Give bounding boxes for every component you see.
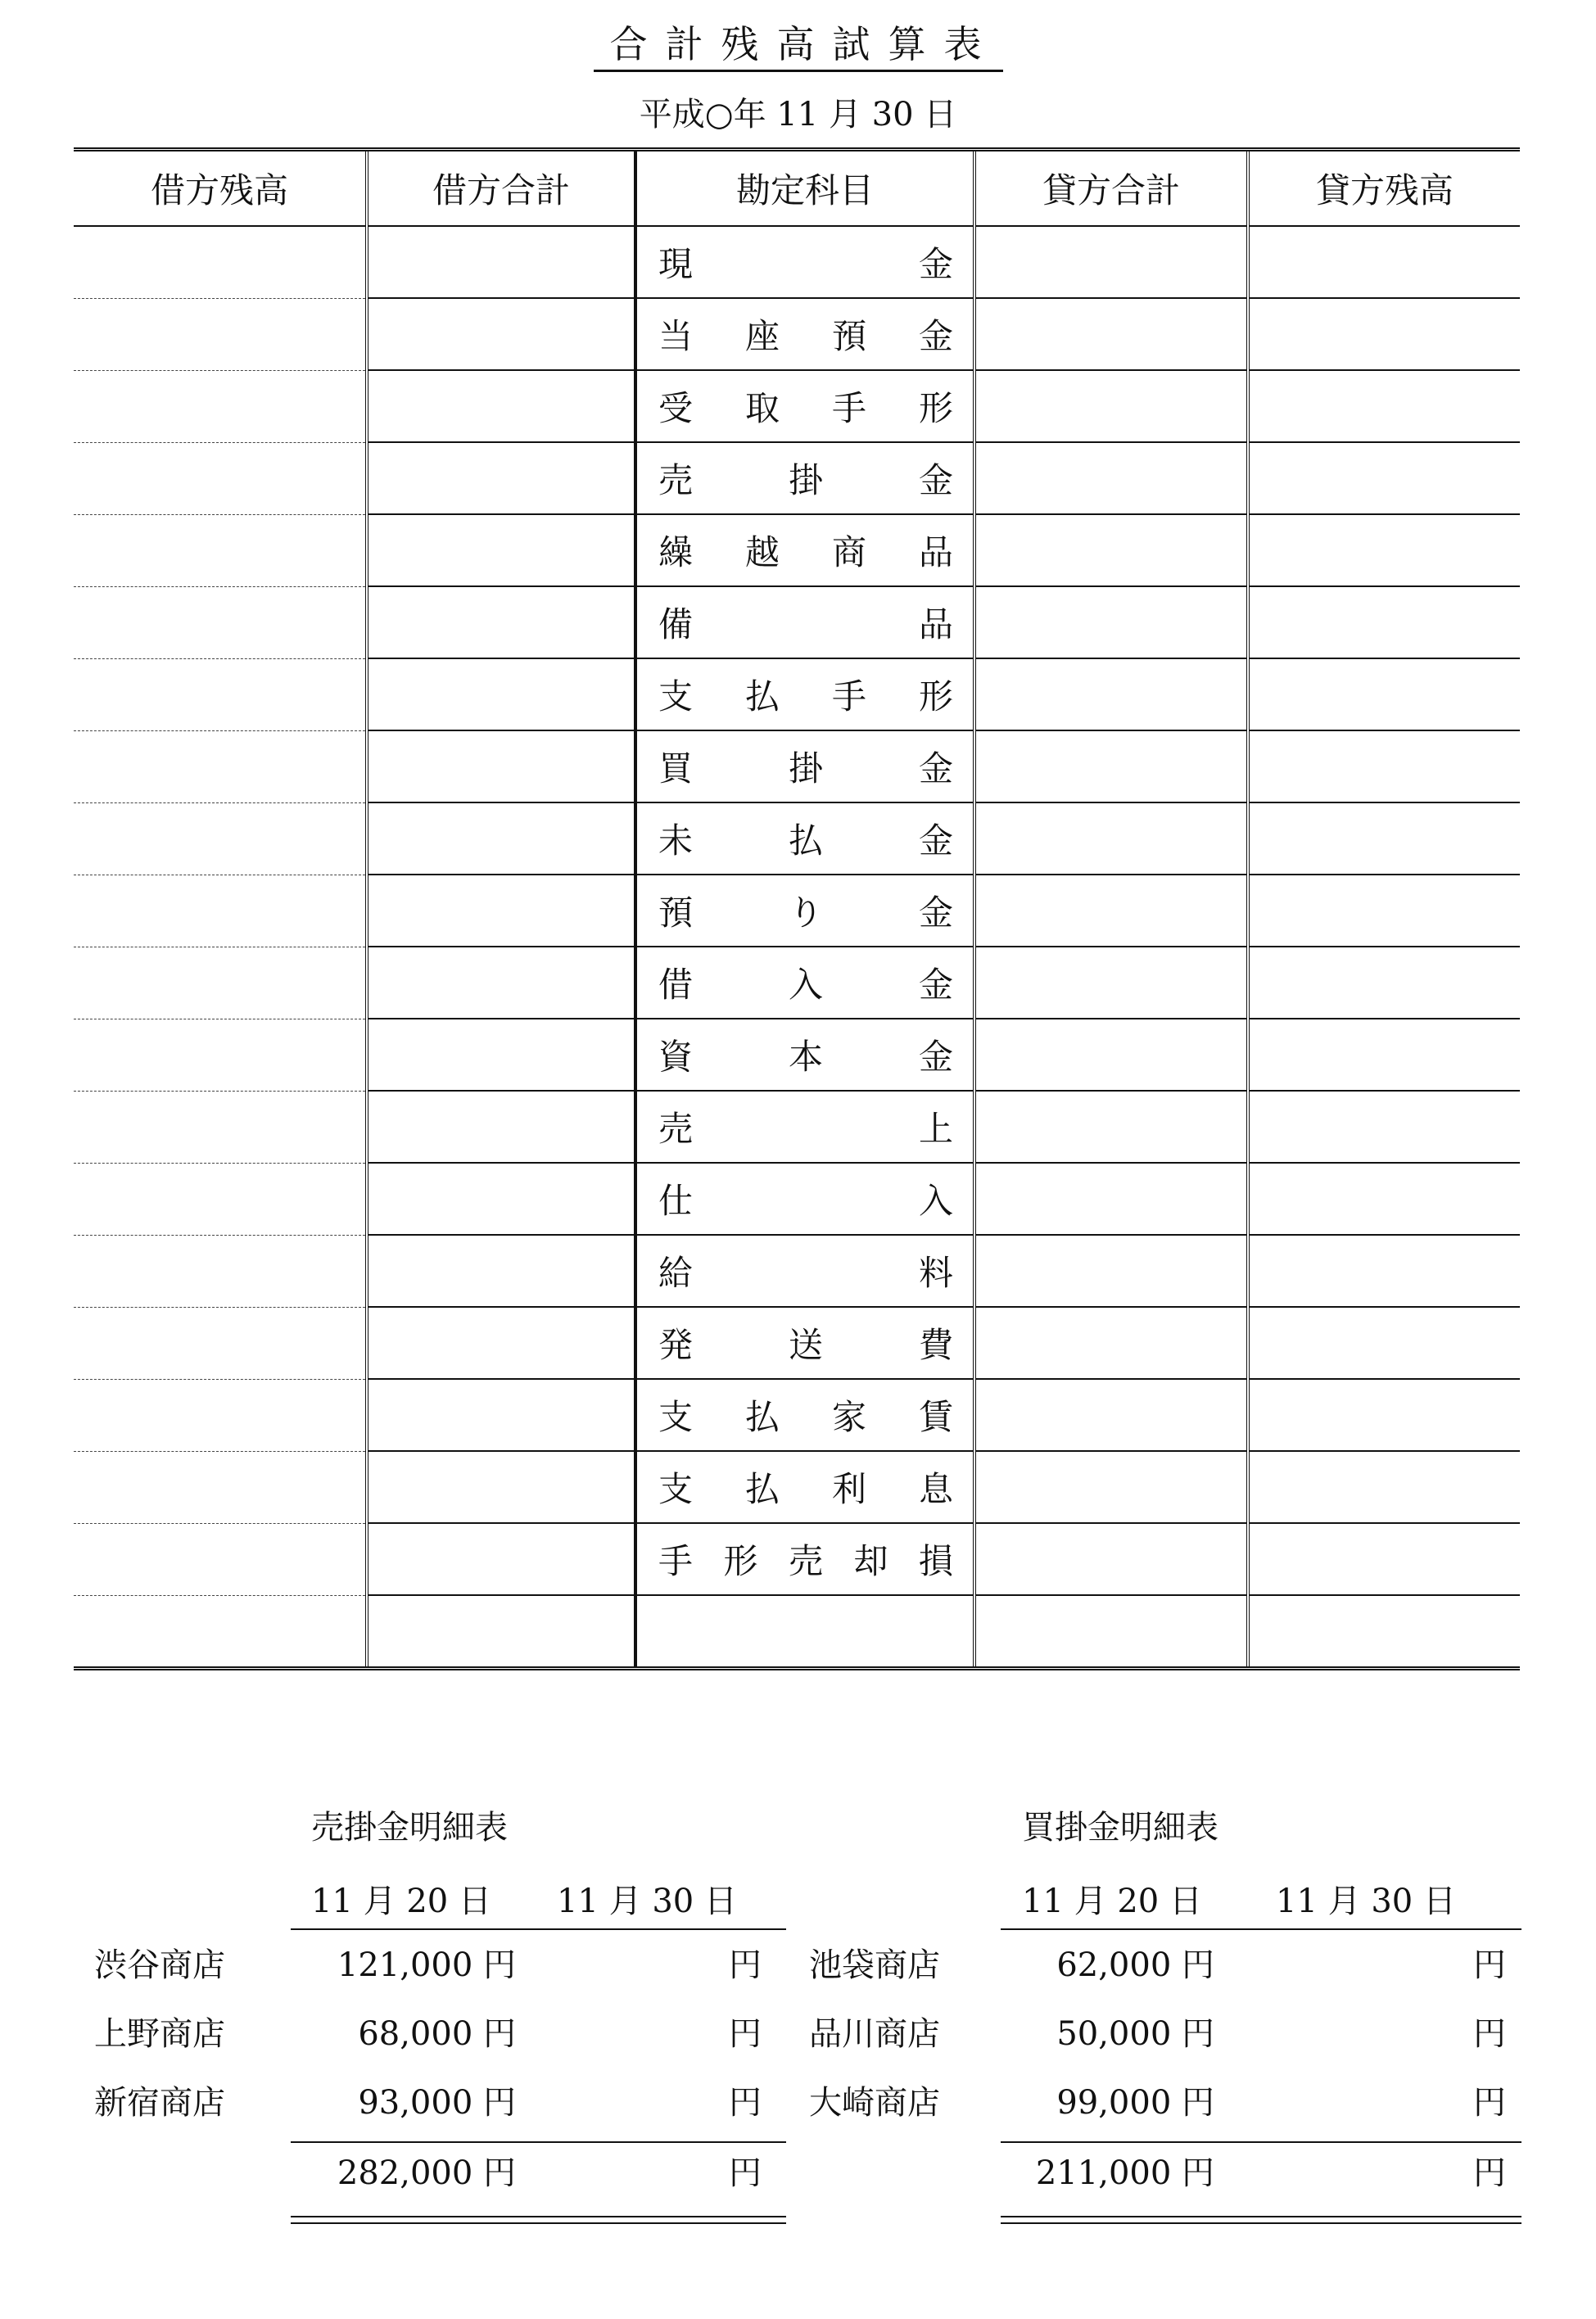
account-name-char: 売 bbox=[658, 1109, 694, 1149]
credit-balance-cell bbox=[1248, 226, 1520, 298]
credit-balance-cell bbox=[1248, 1595, 1520, 1669]
account-name-char: 受 bbox=[658, 388, 694, 428]
credit-balance-cell bbox=[1248, 1451, 1520, 1523]
account-row bbox=[74, 442, 1520, 514]
account-name bbox=[637, 1102, 973, 1151]
account-row bbox=[74, 1307, 1520, 1379]
debit-total-cell bbox=[367, 730, 635, 802]
document-title: 合計残高試算表 bbox=[0, 15, 1596, 69]
debit-total-cell bbox=[367, 298, 635, 370]
balance-nov30: 円 bbox=[1473, 2084, 1506, 2122]
supplier-name: 品川商店 bbox=[809, 2015, 940, 2053]
account-name bbox=[637, 958, 973, 1007]
balance-nov20: 62,000 円 bbox=[1056, 1946, 1214, 1984]
debit-balance-cell bbox=[74, 226, 367, 298]
debit-total-cell bbox=[367, 1379, 635, 1451]
account-name-char: 掛 bbox=[788, 460, 823, 500]
payables-title: 買掛金明細表 bbox=[1022, 1809, 1218, 1847]
debit-balance-cell bbox=[74, 1019, 367, 1091]
header-credit-total: 貸方合計 bbox=[974, 150, 1248, 227]
account-name-char: 商 bbox=[831, 532, 866, 572]
account-name bbox=[637, 1318, 973, 1367]
header-debit-total: 借方合計 bbox=[367, 150, 635, 227]
account-name-char: 資 bbox=[658, 1037, 694, 1077]
debit-balance-cell bbox=[74, 730, 367, 802]
header-credit-balance: 貸方残高 bbox=[1248, 150, 1520, 227]
account-name-cell bbox=[635, 370, 974, 442]
ledger-row bbox=[803, 2077, 1596, 2145]
account-name-char: 形 bbox=[723, 1541, 758, 1581]
total-row bbox=[74, 1595, 1520, 1669]
debit-balance-cell bbox=[74, 1595, 367, 1669]
customer-name: 渋谷商店 bbox=[94, 1946, 225, 1984]
total-nov30: 円 bbox=[1473, 2154, 1506, 2192]
credit-balance-cell bbox=[1248, 442, 1520, 514]
credit-total-cell bbox=[974, 875, 1248, 947]
account-name-char: 払 bbox=[744, 676, 780, 716]
credit-total-cell bbox=[974, 1019, 1248, 1091]
account-name bbox=[637, 454, 973, 503]
ledger-row bbox=[0, 2008, 803, 2077]
credit-total-cell bbox=[974, 1163, 1248, 1235]
account-row bbox=[74, 875, 1520, 947]
debit-total-cell bbox=[367, 370, 635, 442]
account-row bbox=[74, 226, 1520, 298]
payables-col2-header: 11 月 30 日 bbox=[1276, 1883, 1456, 1920]
debit-total-cell bbox=[367, 226, 635, 298]
account-name-cell bbox=[635, 1019, 974, 1091]
debit-balance-cell bbox=[74, 1379, 367, 1451]
account-name-char: 掛 bbox=[788, 748, 823, 789]
credit-total-cell bbox=[974, 658, 1248, 730]
balance-nov30: 円 bbox=[729, 2015, 762, 2053]
account-name-char: 金 bbox=[918, 244, 953, 284]
document-date: 平成○年 11 月 30 日 bbox=[639, 96, 957, 133]
debit-total-cell bbox=[367, 1091, 635, 1163]
account-row bbox=[74, 658, 1520, 730]
account-name-char: 金 bbox=[918, 316, 953, 356]
credit-balance-cell bbox=[1248, 875, 1520, 947]
header-account: 勘定科目 bbox=[635, 150, 974, 227]
credit-balance-cell bbox=[1248, 947, 1520, 1019]
credit-balance-cell bbox=[1248, 1019, 1520, 1091]
account-row bbox=[74, 947, 1520, 1019]
total-nov30: 円 bbox=[729, 2154, 762, 2192]
account-name-char: 金 bbox=[918, 893, 953, 933]
account-name-char: 現 bbox=[658, 244, 694, 284]
ledger-total-row bbox=[803, 2147, 1596, 2216]
debit-balance-cell bbox=[74, 1163, 367, 1235]
credit-total-cell bbox=[974, 370, 1248, 442]
account-name-char: 入 bbox=[788, 965, 823, 1005]
balance-nov20: 93,000 円 bbox=[358, 2084, 516, 2122]
account-name-char: 息 bbox=[918, 1469, 953, 1509]
credit-balance-cell bbox=[1248, 1163, 1520, 1235]
credit-balance-cell bbox=[1248, 1307, 1520, 1379]
credit-balance-cell bbox=[1248, 514, 1520, 586]
account-name-char: 預 bbox=[831, 316, 866, 356]
debit-balance-cell bbox=[74, 1091, 367, 1163]
account-row bbox=[74, 802, 1520, 875]
account-name-cell bbox=[635, 442, 974, 514]
balance-nov30: 円 bbox=[1473, 2015, 1506, 2053]
total-nov20: 282,000 円 bbox=[337, 2154, 516, 2192]
credit-balance-cell bbox=[1248, 370, 1520, 442]
account-name-char: 金 bbox=[918, 1037, 953, 1077]
ledger-row bbox=[803, 2008, 1596, 2077]
account-name-char: 料 bbox=[918, 1253, 953, 1293]
account-name-char: 入 bbox=[918, 1181, 953, 1221]
account-row bbox=[74, 1235, 1520, 1307]
trial-balance-table bbox=[74, 147, 1520, 1670]
credit-balance-cell bbox=[1248, 1235, 1520, 1307]
balance-nov20: 68,000 円 bbox=[358, 2015, 516, 2053]
account-name-char: 金 bbox=[918, 965, 953, 1005]
account-name-char: 払 bbox=[744, 1469, 780, 1509]
account-name bbox=[637, 526, 973, 575]
account-name-char: 上 bbox=[918, 1109, 953, 1149]
payables-col1-header: 11 月 20 日 bbox=[1022, 1883, 1202, 1920]
account-row bbox=[74, 1379, 1520, 1451]
debit-total-cell bbox=[367, 1235, 635, 1307]
credit-total-cell bbox=[974, 442, 1248, 514]
account-name-char: 座 bbox=[744, 316, 780, 356]
account-name-char: 未 bbox=[658, 820, 694, 861]
account-name-char: 金 bbox=[918, 820, 953, 861]
account-name-char: 払 bbox=[788, 820, 823, 861]
account-row bbox=[74, 1091, 1520, 1163]
account-name-char: 備 bbox=[658, 604, 694, 644]
credit-balance-cell bbox=[1248, 1091, 1520, 1163]
receivables-col1-header: 11 月 20 日 bbox=[311, 1883, 491, 1920]
account-name-char: 給 bbox=[658, 1253, 694, 1293]
account-name-char: 手 bbox=[658, 1541, 694, 1581]
credit-balance-cell bbox=[1248, 586, 1520, 658]
account-name-cell bbox=[635, 1163, 974, 1235]
account-name bbox=[637, 598, 973, 647]
debit-balance-cell bbox=[74, 586, 367, 658]
debit-balance-cell bbox=[74, 442, 367, 514]
debit-total-cell bbox=[367, 1451, 635, 1523]
account-name-cell bbox=[635, 658, 974, 730]
debit-balance-cell bbox=[74, 514, 367, 586]
divider bbox=[1001, 2141, 1521, 2143]
account-name-cell bbox=[635, 1379, 974, 1451]
credit-total-cell bbox=[974, 1091, 1248, 1163]
account-name-char: 売 bbox=[788, 1541, 823, 1581]
debit-balance-cell bbox=[74, 1235, 367, 1307]
account-row bbox=[74, 514, 1520, 586]
total-nov20: 211,000 円 bbox=[1035, 2154, 1214, 2192]
debit-balance-cell bbox=[74, 1451, 367, 1523]
debit-balance-cell bbox=[74, 947, 367, 1019]
credit-total-cell bbox=[974, 586, 1248, 658]
account-name-char: 利 bbox=[831, 1469, 866, 1509]
debit-balance-cell bbox=[74, 1523, 367, 1595]
credit-balance-cell bbox=[1248, 730, 1520, 802]
account-name bbox=[637, 1246, 973, 1295]
account-name-char: 品 bbox=[918, 604, 953, 644]
credit-total-cell bbox=[974, 730, 1248, 802]
double-rule bbox=[291, 2216, 786, 2224]
debit-total-cell bbox=[367, 947, 635, 1019]
account-name-char: 払 bbox=[744, 1397, 780, 1437]
account-name-char: 支 bbox=[658, 676, 694, 716]
account-name-cell bbox=[635, 1451, 974, 1523]
account-name-cell bbox=[635, 875, 974, 947]
account-name-char: 発 bbox=[658, 1325, 694, 1365]
account-name-char: 預 bbox=[658, 893, 694, 933]
credit-total-cell bbox=[974, 947, 1248, 1019]
receivables-col2-header: 11 月 30 日 bbox=[557, 1883, 737, 1920]
account-name-cell bbox=[635, 1595, 974, 1669]
account-name-cell bbox=[635, 586, 974, 658]
account-row bbox=[74, 298, 1520, 370]
account-name bbox=[637, 382, 973, 431]
credit-balance-cell bbox=[1248, 298, 1520, 370]
credit-total-cell bbox=[974, 298, 1248, 370]
balance-nov20: 50,000 円 bbox=[1056, 2015, 1214, 2053]
account-name bbox=[637, 237, 973, 287]
debit-total-cell bbox=[367, 442, 635, 514]
debit-total-cell bbox=[367, 802, 635, 875]
account-name bbox=[637, 1174, 973, 1223]
account-name-char: 支 bbox=[658, 1469, 694, 1509]
credit-total-cell bbox=[974, 514, 1248, 586]
account-row bbox=[74, 370, 1520, 442]
customer-name: 新宿商店 bbox=[94, 2084, 225, 2122]
credit-total-cell bbox=[974, 1379, 1248, 1451]
account-name-cell bbox=[635, 947, 974, 1019]
divider bbox=[291, 2141, 786, 2143]
account-name-char: 売 bbox=[658, 460, 694, 500]
ledger-row bbox=[0, 1939, 803, 2008]
balance-nov30: 円 bbox=[729, 1946, 762, 1984]
account-name-cell bbox=[635, 1307, 974, 1379]
debit-total-cell bbox=[367, 1019, 635, 1091]
credit-total-cell bbox=[974, 1523, 1248, 1595]
double-rule bbox=[1001, 2216, 1521, 2224]
credit-balance-cell bbox=[1248, 1379, 1520, 1451]
ledger-row bbox=[0, 2077, 803, 2145]
account-name-char: 送 bbox=[788, 1325, 823, 1365]
account-row bbox=[74, 1523, 1520, 1595]
debit-balance-cell bbox=[74, 802, 367, 875]
debit-balance-cell bbox=[74, 370, 367, 442]
supplier-name: 大崎商店 bbox=[809, 2084, 940, 2122]
customer-name: 上野商店 bbox=[94, 2015, 225, 2053]
account-name-cell bbox=[635, 730, 974, 802]
ledger-row bbox=[803, 1939, 1596, 2008]
header-debit-balance: 借方残高 bbox=[74, 150, 367, 227]
credit-total-cell bbox=[974, 1235, 1248, 1307]
account-name-char: 取 bbox=[744, 388, 780, 428]
account-name bbox=[637, 670, 973, 719]
account-name bbox=[637, 1535, 973, 1584]
account-name-char: 費 bbox=[918, 1325, 953, 1365]
divider bbox=[291, 1928, 786, 1930]
account-name-char: 支 bbox=[658, 1397, 694, 1437]
supplier-name: 池袋商店 bbox=[809, 1946, 940, 1984]
debit-total-cell bbox=[367, 658, 635, 730]
account-name-char: 仕 bbox=[658, 1181, 694, 1221]
credit-balance-cell bbox=[1248, 1523, 1520, 1595]
debit-total-cell bbox=[367, 1595, 635, 1669]
account-name-char: 形 bbox=[918, 388, 953, 428]
table-header-row bbox=[74, 150, 1520, 227]
account-name-cell bbox=[635, 1523, 974, 1595]
account-name-cell bbox=[635, 298, 974, 370]
account-name-char: 本 bbox=[788, 1037, 823, 1077]
account-name-cell bbox=[635, 514, 974, 586]
account-row bbox=[74, 586, 1520, 658]
credit-balance-cell bbox=[1248, 658, 1520, 730]
account-row bbox=[74, 1451, 1520, 1523]
account-name-char: 却 bbox=[853, 1541, 888, 1581]
ledger-total-row bbox=[0, 2147, 803, 2216]
credit-total-cell bbox=[974, 802, 1248, 875]
debit-balance-cell bbox=[74, 1307, 367, 1379]
account-name-char: 手 bbox=[831, 676, 866, 716]
debit-balance-cell bbox=[74, 298, 367, 370]
credit-balance-cell bbox=[1248, 802, 1520, 875]
account-name bbox=[637, 814, 973, 863]
account-name-cell bbox=[635, 802, 974, 875]
balance-nov30: 円 bbox=[729, 2084, 762, 2122]
account-name-char: 越 bbox=[744, 532, 780, 572]
account-name-char: り bbox=[788, 893, 823, 933]
debit-total-cell bbox=[367, 514, 635, 586]
account-name-char: 家 bbox=[831, 1397, 866, 1437]
account-name-char: 品 bbox=[918, 532, 953, 572]
account-name bbox=[637, 742, 973, 791]
account-name bbox=[637, 1390, 973, 1440]
balance-nov30: 円 bbox=[1473, 1946, 1506, 1984]
divider bbox=[1001, 1928, 1521, 1930]
credit-total-cell bbox=[974, 1307, 1248, 1379]
debit-total-cell bbox=[367, 586, 635, 658]
account-name-char: 買 bbox=[658, 748, 694, 789]
account-name-char: 損 bbox=[918, 1541, 953, 1581]
account-name-char: 借 bbox=[658, 965, 694, 1005]
debit-total-cell bbox=[367, 875, 635, 947]
balance-nov20: 99,000 円 bbox=[1056, 2084, 1214, 2122]
account-name-cell bbox=[635, 1091, 974, 1163]
account-row bbox=[74, 1019, 1520, 1091]
debit-balance-cell bbox=[74, 875, 367, 947]
debit-total-cell bbox=[367, 1307, 635, 1379]
account-name-cell bbox=[635, 1235, 974, 1307]
account-name-char: 当 bbox=[658, 316, 694, 356]
account-name-char: 形 bbox=[918, 676, 953, 716]
debit-balance-cell bbox=[74, 658, 367, 730]
account-name bbox=[637, 886, 973, 935]
account-row bbox=[74, 730, 1520, 802]
account-name-cell bbox=[635, 226, 974, 298]
balance-nov20: 121,000 円 bbox=[337, 1946, 516, 1984]
credit-total-cell bbox=[974, 226, 1248, 298]
credit-total-cell bbox=[974, 1451, 1248, 1523]
debit-total-cell bbox=[367, 1523, 635, 1595]
account-name-char: 金 bbox=[918, 460, 953, 500]
account-name bbox=[637, 310, 973, 359]
account-name bbox=[637, 1462, 973, 1512]
account-name bbox=[637, 1030, 973, 1079]
account-name-char: 手 bbox=[831, 388, 866, 428]
account-name-char: 繰 bbox=[658, 532, 694, 572]
receivables-title: 売掛金明細表 bbox=[311, 1809, 508, 1847]
debit-total-cell bbox=[367, 1163, 635, 1235]
account-row bbox=[74, 1163, 1520, 1235]
account-name-char: 金 bbox=[918, 748, 953, 789]
account-name-char: 賃 bbox=[918, 1397, 953, 1437]
credit-total-cell bbox=[974, 1595, 1248, 1669]
